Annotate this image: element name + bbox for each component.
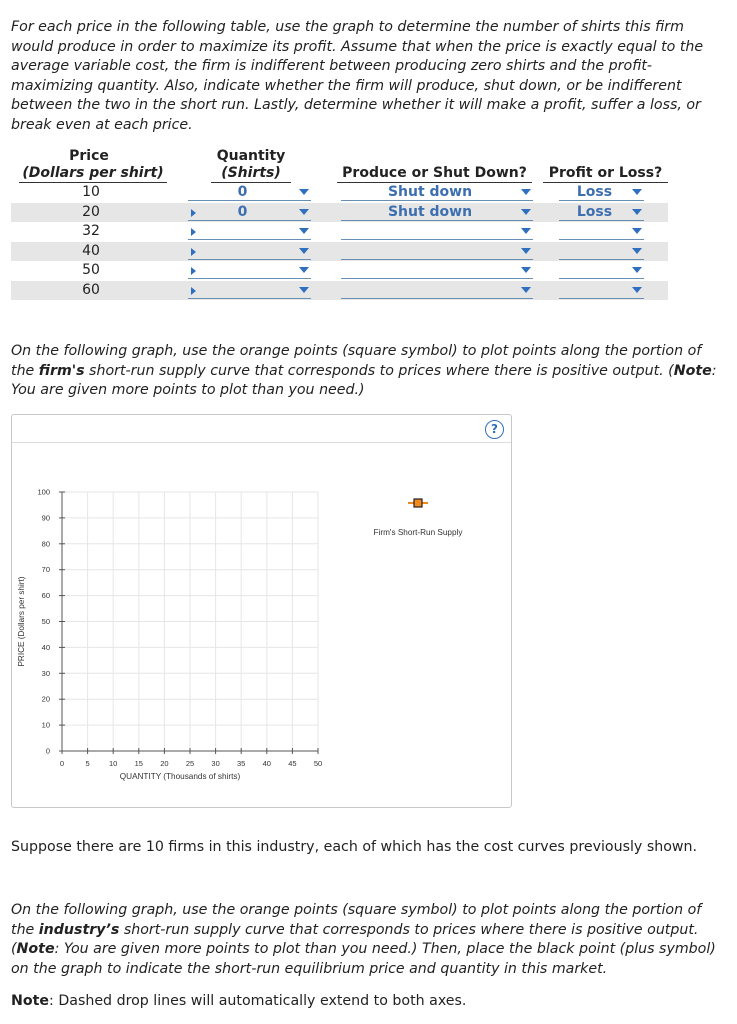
firms-statement: Suppose there are 10 firms in this industry, each of which has the cost curves previously shown. xyxy=(11,839,697,855)
chevron-down-icon xyxy=(299,209,309,215)
y-tick-label: 20 xyxy=(41,694,50,704)
chevron-down-icon xyxy=(521,228,531,234)
x-tick-label: 40 xyxy=(262,759,271,768)
y-tick-label: 0 xyxy=(45,746,50,756)
chevron-down-icon xyxy=(299,228,309,234)
chevron-down-icon xyxy=(632,287,642,293)
x-axis-title: QUANTITY (Thousands of shirts) xyxy=(119,772,241,781)
orange-square-marker[interactable] xyxy=(414,499,422,507)
y-tick-label: 40 xyxy=(41,642,50,652)
chevron-down-icon xyxy=(299,267,309,273)
quantity-dropdown[interactable] xyxy=(188,243,311,260)
x-tick-label: 35 xyxy=(237,759,246,768)
table-row xyxy=(11,222,668,242)
y-tick-label: 60 xyxy=(41,591,50,601)
firm-supply-chart[interactable] xyxy=(12,415,511,807)
legend-label: Firm's Short-Run Supply xyxy=(373,528,463,537)
profit-dropdown-value: Loss xyxy=(576,203,613,220)
help-icon[interactable]: ? xyxy=(485,420,504,439)
decision-dropdown-value: Shut down xyxy=(387,203,473,220)
price-cell: 20 xyxy=(82,203,100,220)
chevron-down-icon xyxy=(521,209,531,215)
y-tick-label: 80 xyxy=(41,539,50,549)
quantity-dropdown[interactable] xyxy=(188,262,311,279)
profit-dropdown[interactable] xyxy=(559,243,644,260)
y-tick-label: 10 xyxy=(41,720,50,730)
graph-instructions: On the following graph, use the orange points (square symbol) to plot points along the portion of the firm's short-run supply curve that corresponds to prices where there is positive output. (Note: You are given more points to plot than you need.) xyxy=(11,343,717,398)
x-tick-label: 25 xyxy=(185,759,195,768)
y-tick-label: 30 xyxy=(41,668,50,678)
decision-dropdown[interactable] xyxy=(341,184,533,201)
x-tick-label: 20 xyxy=(160,759,169,768)
x-tick-label: 5 xyxy=(85,759,90,768)
decision-dropdown[interactable] xyxy=(341,223,533,240)
chevron-down-icon xyxy=(299,248,309,254)
decision-dropdown[interactable] xyxy=(341,262,533,279)
drop-lines-note: Note: Dashed drop lines will automatically extend to both axes. xyxy=(11,993,467,1009)
chevron-down-icon xyxy=(299,189,309,195)
chevron-down-icon xyxy=(521,189,531,195)
table-row xyxy=(11,183,668,203)
profit-dropdown-value: Loss xyxy=(576,184,613,200)
intro-paragraph: For each price in the following table, use the graph to determine the number of shirts this firm would produce in order to maximize its profit. Assume that when the price is exactly equal to the average variable cost, the firm is indifferent between producing zero shirts and the profit-maximizing quantity. Also, indicate whether the firm will produce, shut down, or be indifferent between the two in the short run. Lastly, determine whether it will make a profit, suffer a loss, or break even at each price. xyxy=(11,19,704,133)
quantity-dropdown[interactable] xyxy=(188,282,311,299)
quantity-dropdown-value: 0 xyxy=(237,203,248,220)
quantity-dropdown[interactable] xyxy=(188,223,311,240)
industry-instructions: On the following graph, use the orange points (square symbol) to plot points along the portion of the industry’s short-run supply curve that corresponds to prices where there is positive output. (Note: You are given more points to plot than you need.) Then, place the black point (plus symbol) on the graph to indicate the short-run equilibrium price and quantity in this market. xyxy=(11,902,716,977)
price-cell: 32 xyxy=(82,223,100,239)
price-header: Price xyxy=(69,148,109,164)
x-tick-label: 30 xyxy=(211,759,220,768)
profit-dropdown[interactable] xyxy=(559,184,644,201)
profit-dropdown[interactable] xyxy=(559,262,644,279)
chevron-down-icon xyxy=(521,287,531,293)
y-tick-label: 90 xyxy=(41,513,50,523)
x-tick-label: 45 xyxy=(288,759,297,768)
table-row xyxy=(11,203,668,223)
x-tick-label: 15 xyxy=(134,759,143,768)
chevron-down-icon xyxy=(632,267,642,273)
x-tick-label: 10 xyxy=(109,759,118,768)
y-tick-label: 70 xyxy=(41,565,50,575)
decision-dropdown[interactable] xyxy=(341,243,533,260)
quantity-dropdown[interactable] xyxy=(188,204,311,221)
chevron-down-icon xyxy=(632,228,642,234)
quantity-dropdown-value: 0 xyxy=(237,184,248,200)
price-cell: 60 xyxy=(82,281,100,298)
y-axis-title: PRICE (Dollars per shirt) xyxy=(17,576,26,667)
decision-dropdown[interactable] xyxy=(341,282,533,299)
profit-dropdown[interactable] xyxy=(559,223,644,240)
y-tick-label: 50 xyxy=(41,617,50,626)
quantity-header: Quantity xyxy=(216,148,286,164)
x-tick-label: 0 xyxy=(59,759,65,768)
decision-dropdown-value: Shut down xyxy=(387,184,473,200)
chevron-down-icon xyxy=(632,248,642,254)
profit-dropdown[interactable] xyxy=(559,282,644,299)
decision-dropdown[interactable] xyxy=(341,204,533,221)
decision-header: Produce or Shut Down? xyxy=(337,165,532,183)
y-tick-label: 100 xyxy=(37,487,50,497)
table-row xyxy=(11,242,668,262)
profit-header: Profit or Loss? xyxy=(543,165,668,183)
quantity-header-unit: (Shirts) xyxy=(211,165,291,183)
price-header-unit: (Dollars per shirt) xyxy=(19,165,167,183)
profit-dropdown[interactable] xyxy=(559,204,644,221)
chevron-down-icon xyxy=(521,248,531,254)
quantity-dropdown[interactable] xyxy=(188,184,311,201)
x-tick-label: 50 xyxy=(313,759,323,768)
chevron-down-icon xyxy=(632,189,642,195)
table-row xyxy=(11,261,668,281)
chevron-down-icon xyxy=(299,287,309,293)
firm-supply-graph-panel xyxy=(11,414,512,808)
table-row xyxy=(11,281,668,301)
chevron-down-icon xyxy=(632,209,642,215)
price-cell: 50 xyxy=(82,262,100,278)
price-cell: 40 xyxy=(82,242,100,259)
price-cell: 10 xyxy=(82,184,100,200)
chevron-down-icon xyxy=(521,267,531,273)
